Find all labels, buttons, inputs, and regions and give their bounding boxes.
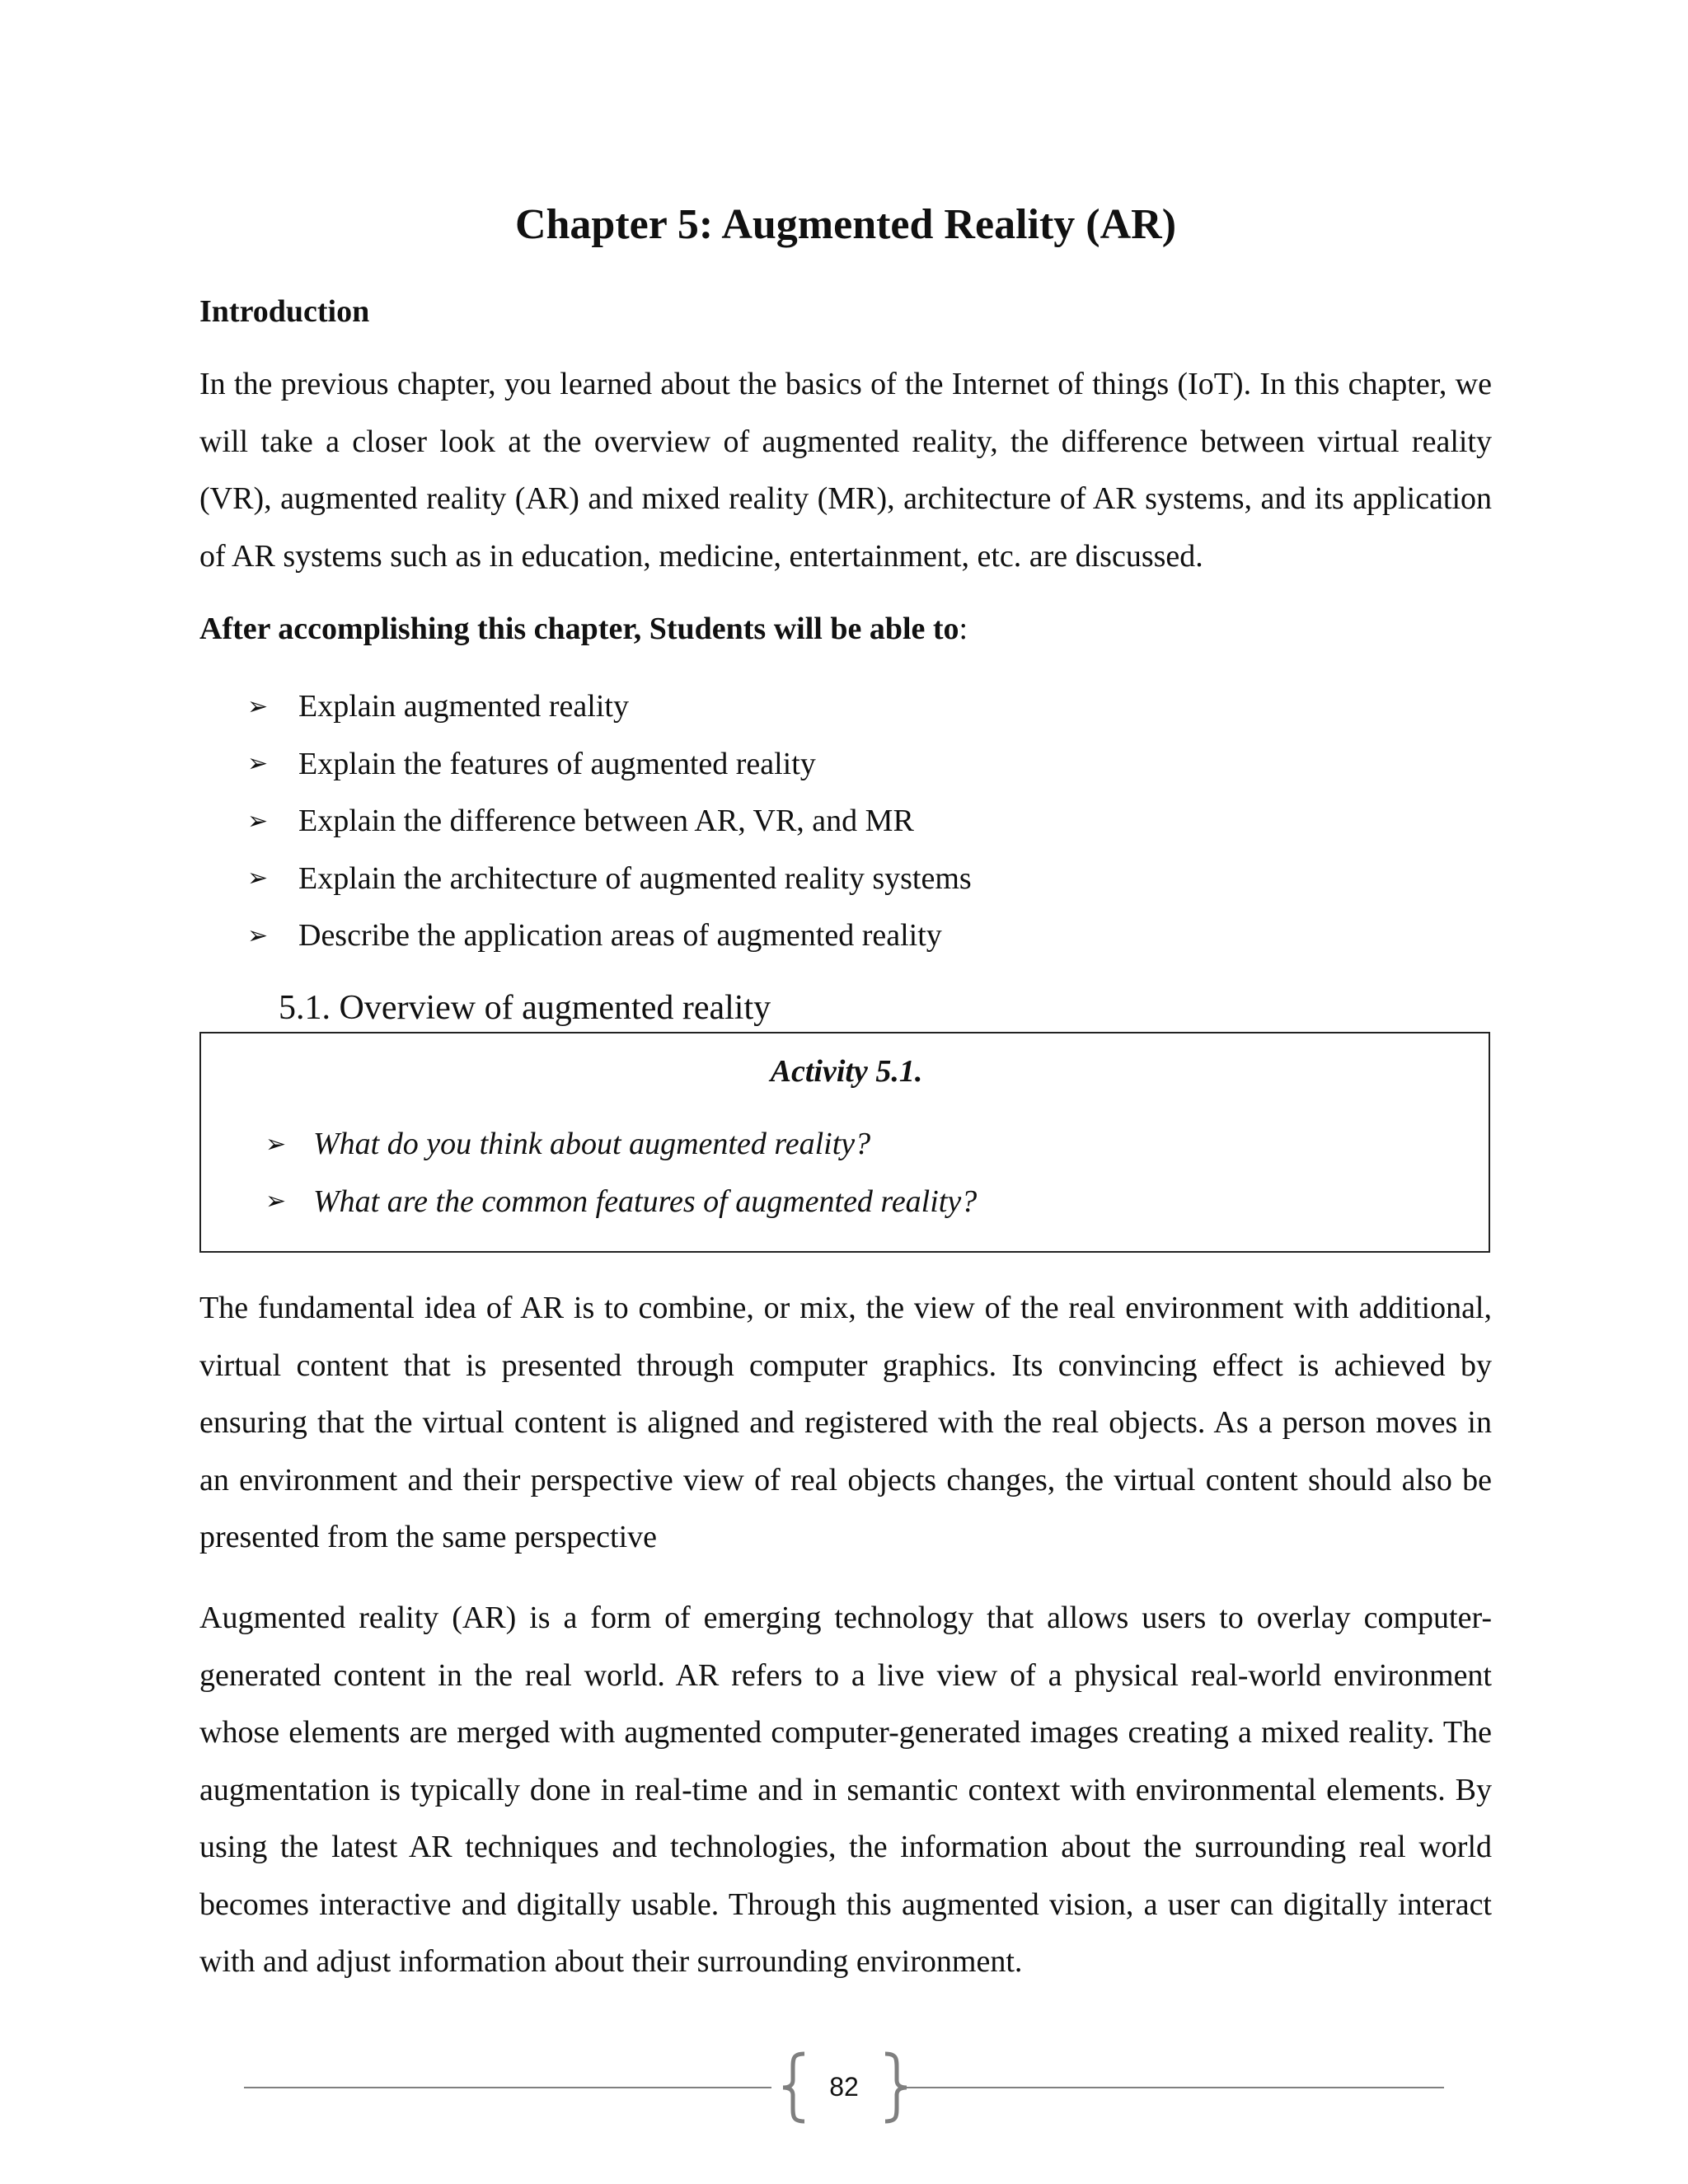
arrow-bullet-icon: ➢ — [247, 806, 269, 836]
footer-rule-right — [903, 2087, 1444, 2088]
list-item — [265, 1174, 977, 1231]
page-footer — [244, 2050, 1444, 2125]
arrow-bullet-icon: ➢ — [265, 1187, 287, 1216]
section-heading: 5.1. Overview of augmented reality — [279, 989, 771, 1027]
arrow-bullet-icon: ➢ — [247, 864, 269, 893]
arrow-bullet-icon: ➢ — [247, 749, 269, 779]
introduction-paragraph: In the previous chapter, you learned about the basics of the Internet of things (IoT). In this chapter, we will take a closer look at the overview of augmented reality, the difference between virtual reality (VR), augmented reality (AR) and mixed reality (MR), architecture of AR systems, and its application of AR systems such as in education, medicine, entertainment, etc. are discussed. — [199, 367, 1492, 574]
left-brace-icon — [768, 2050, 818, 2125]
list-item-text: Explain augmented reality — [298, 689, 629, 724]
learning-outcomes-heading-colon: : — [959, 612, 968, 646]
activity-question: What do you think about augmented reality? — [313, 1127, 871, 1161]
list-item — [247, 793, 972, 851]
list-item-text: Describe the application areas of augmented reality — [298, 918, 942, 953]
introduction-heading: Introduction — [199, 294, 370, 329]
learning-outcomes-heading-text: After accomplishing this chapter, Students will be able to — [199, 612, 959, 646]
activity-title: Activity 5.1. — [770, 1054, 923, 1089]
list-item-text: Explain the difference between AR, VR, and MR — [298, 804, 914, 838]
body-paragraph-2: Augmented reality (AR) is a form of emerging technology that allows users to overlay computer-generated content in the real world. AR refers to a live view of a physical real-world environment whose elements are merged with augmented computer-generated images creating a mixed reality. The augmentation is typically done in real-time and in semantic context with environmental elements. By using the latest AR techniques and technologies, the information about the surrounding real world becomes interactive and digitally usable. Through this augmented vision, a user can digitally interact with and adjust information about their surrounding environment. — [199, 1601, 1492, 1979]
chapter-title: Chapter 5: Augmented Reality (AR) — [514, 201, 1177, 248]
list-item — [247, 678, 972, 736]
learning-outcomes-heading — [199, 607, 968, 650]
activity-box — [199, 1032, 1490, 1253]
list-item — [247, 851, 972, 908]
page-number: 82 — [829, 2072, 859, 2102]
arrow-bullet-icon: ➢ — [247, 691, 269, 721]
footer-rule-left — [244, 2087, 771, 2088]
arrow-bullet-icon: ➢ — [265, 1129, 287, 1159]
activity-question-list — [265, 1116, 977, 1230]
list-item-text: Explain the features of augmented reality — [298, 746, 816, 781]
body-paragraph-1: The fundamental idea of AR is to combine, or mix, the view of the real environment with additional, virtual content that is presented through computer graphics. Its convincing effect is achieved by ensuring that the virtual content is aligned and registered with the real objects. As a person moves in an environment and their perspective view of real objects changes, the virtual content should also be presented from the same perspective — [199, 1291, 1492, 1554]
list-item — [247, 907, 972, 965]
activity-question: What are the common features of augmented reality? — [313, 1183, 978, 1219]
arrow-bullet-icon: ➢ — [247, 921, 269, 950]
list-item — [247, 736, 972, 794]
list-item-text: Explain the architecture of augmented reality systems — [298, 860, 972, 896]
learning-outcomes-list — [247, 678, 972, 965]
list-item — [265, 1116, 977, 1174]
